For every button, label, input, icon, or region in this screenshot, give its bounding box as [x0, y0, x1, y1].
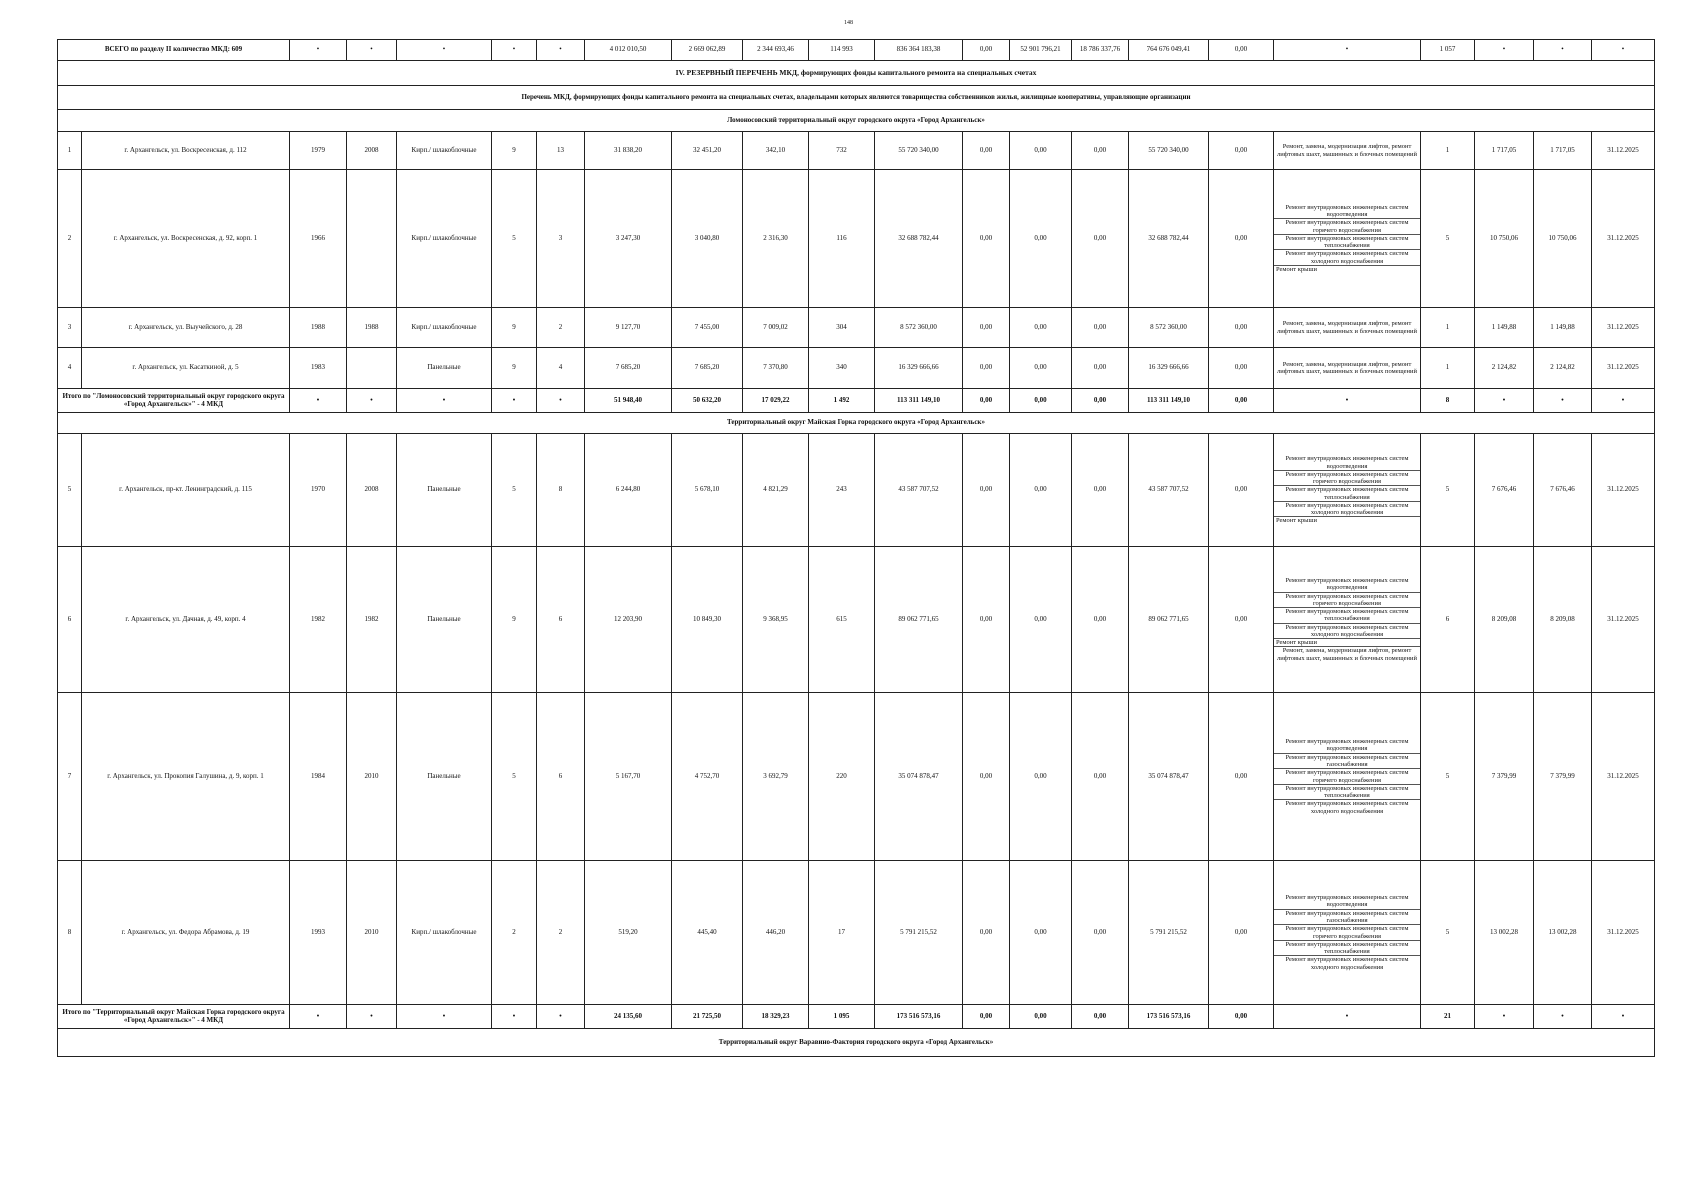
fund-other-cell: 0,00	[1209, 434, 1274, 547]
unit-cost-cell: 7 676,46	[1475, 434, 1534, 547]
floors-cell: 9	[492, 308, 537, 348]
floors-cell: 5	[492, 170, 537, 308]
wall-material-cell: Кирп./ шлакоблочные	[397, 132, 492, 170]
total-area-cell: 9 127,70	[585, 308, 672, 348]
total-cell: •	[537, 389, 585, 413]
fund-regional-cell: 0,00	[1010, 547, 1072, 693]
work-item: Ремонт крыши	[1276, 517, 1317, 525]
residents-cell: 220	[809, 693, 875, 861]
work-item: Ремонт внутридомовых инженерных систем водоотведения	[1274, 577, 1420, 593]
repair-cost-cell: 89 062 771,65	[875, 547, 963, 693]
repair-cost-cell: 8 572 360,00	[875, 308, 963, 348]
fund-other-cell: 0,00	[1209, 861, 1274, 1005]
address-cell: г. Архангельск, пр-кт. Ленинградский, д. 115	[82, 434, 290, 547]
work-item: Ремонт внутридомовых инженерных систем водоотведения	[1274, 894, 1420, 910]
residential-area-cell: 4 821,29	[743, 434, 809, 547]
works-list	[1274, 738, 1420, 815]
unit-cost-cell: 7 379,99	[1475, 693, 1534, 861]
section-title: IV. РЕЗЕРВНЫЙ ПЕРЕЧЕНЬ МКД, формирующих фонды капитального ремонта на специальных счетах	[58, 61, 1655, 86]
living-area-cell: 445,40	[672, 861, 743, 1005]
fund-owners-cell: 32 688 782,44	[1129, 170, 1209, 308]
works-cell	[1274, 132, 1421, 170]
row-number-cell: 6	[58, 547, 82, 693]
fund-federal-cell: 0,00	[963, 348, 1010, 389]
total-cell: •	[1475, 389, 1534, 413]
total-cell: •	[1475, 1005, 1534, 1029]
work-count-cell: 5	[1421, 170, 1475, 308]
total-cell: 0,00	[1010, 389, 1072, 413]
address-cell: г. Архангельск, ул. Воскресенская, д. 92, корп. 1	[82, 170, 290, 308]
fund-regional-cell: 0,00	[1010, 861, 1072, 1005]
works-list	[1274, 204, 1420, 273]
address-cell: г. Архангельск, ул. Дачная, д. 49, корп. 4	[82, 547, 290, 693]
fund-owners-cell: 16 329 666,66	[1129, 348, 1209, 389]
fund-federal-cell: 0,00	[963, 170, 1010, 308]
district-total-row	[58, 1005, 1655, 1029]
work-item: Ремонт внутридомовых инженерных систем водоотведения	[1274, 455, 1420, 471]
work-item: Ремонт внутридомовых инженерных систем холодного водоснабжения	[1274, 624, 1420, 640]
residents-cell: 17	[809, 861, 875, 1005]
entrances-cell: 13	[537, 132, 585, 170]
residential-area-cell: 446,20	[743, 861, 809, 1005]
work-item: Ремонт внутридомовых инженерных систем холодного водоснабжения	[1274, 502, 1420, 518]
max-unit-cost-cell: 1 149,88	[1534, 308, 1592, 348]
fund-owners-cell: 89 062 771,65	[1129, 547, 1209, 693]
district-total-row	[58, 389, 1655, 413]
max-unit-cost-cell: 10 750,06	[1534, 170, 1592, 308]
entrances-cell: 4	[537, 348, 585, 389]
year-built-cell: 1983	[290, 348, 347, 389]
district-title: Ломоносовский территориальный округ городского округа «Город Архангельск»	[58, 110, 1655, 132]
repair-cost-cell: 43 587 707,52	[875, 434, 963, 547]
deadline-cell: 31.12.2025	[1592, 434, 1655, 547]
year-reconstruction-cell	[347, 170, 397, 308]
work-item: Ремонт внутридомовых инженерных систем теплоснабжения	[1274, 608, 1420, 624]
fund-federal-cell: 0,00	[963, 693, 1010, 861]
fund-regional-cell: 0,00	[1010, 170, 1072, 308]
work-item: Ремонт внутридомовых инженерных систем горячего водоснабжения	[1274, 925, 1420, 941]
deadline-cell: 31.12.2025	[1592, 693, 1655, 861]
year-reconstruction-cell: 2008	[347, 434, 397, 547]
residents-cell: 340	[809, 348, 875, 389]
deadline-cell: 31.12.2025	[1592, 308, 1655, 348]
wall-material-cell: Панельные	[397, 693, 492, 861]
total-cell: 1 095	[809, 1005, 875, 1029]
residential-area-cell: 7 370,80	[743, 348, 809, 389]
year-reconstruction-cell: 2010	[347, 861, 397, 1005]
work-count-cell: 5	[1421, 434, 1475, 547]
year-reconstruction-cell: 2010	[347, 693, 397, 861]
living-area-cell: 10 849,30	[672, 547, 743, 693]
total-cell: 1 492	[809, 389, 875, 413]
unit-cost-cell: 13 002,28	[1475, 861, 1534, 1005]
residential-area-cell: 3 692,79	[743, 693, 809, 861]
fund-regional-cell: 0,00	[1010, 308, 1072, 348]
floors-cell: 5	[492, 434, 537, 547]
fund-regional-cell: 0,00	[1010, 693, 1072, 861]
total-cell: 17 029,22	[743, 389, 809, 413]
total-cell: 0,00	[1010, 1005, 1072, 1029]
entrances-cell: 2	[537, 861, 585, 1005]
deadline-cell: 31.12.2025	[1592, 132, 1655, 170]
fund-other-cell: 0,00	[1209, 693, 1274, 861]
row-number-cell: 4	[58, 348, 82, 389]
fund-local-cell: 0,00	[1072, 861, 1129, 1005]
max-unit-cost-cell: 2 124,82	[1534, 348, 1592, 389]
repair-cost-cell: 5 791 215,52	[875, 861, 963, 1005]
wall-material-cell: Кирп./ шлакоблочные	[397, 170, 492, 308]
total-cell: 8	[1421, 389, 1475, 413]
repair-cost-cell: 55 720 340,00	[875, 132, 963, 170]
address-cell: г. Архангельск, ул. Воскресенская, д. 112	[82, 132, 290, 170]
work-count-cell: 5	[1421, 861, 1475, 1005]
max-unit-cost-cell: 8 209,08	[1534, 547, 1592, 693]
year-built-cell: 1984	[290, 693, 347, 861]
works-list	[1274, 894, 1420, 971]
total-cell: 51 948,40	[585, 389, 672, 413]
total-area-cell: 12 203,90	[585, 547, 672, 693]
row-number-cell: 2	[58, 170, 82, 308]
residential-area-cell: 342,10	[743, 132, 809, 170]
repair-cost-cell: 35 074 878,47	[875, 693, 963, 861]
work-item: Ремонт внутридомовых инженерных систем горячего водоснабжения	[1274, 471, 1420, 487]
table-row	[58, 132, 1655, 170]
total-cell: •	[347, 1005, 397, 1029]
works-list	[1274, 361, 1420, 376]
work-item: Ремонт, замена, модернизация лифтов, ремонт лифтовых шахт, машинных и блочных помещений	[1277, 143, 1417, 158]
total-cell: 0,00	[963, 1005, 1010, 1029]
housing-register-table	[57, 39, 1655, 1057]
address-cell: г. Архангельск, ул. Федора Абрамова, д. 19	[82, 861, 290, 1005]
residents-cell: 615	[809, 547, 875, 693]
unit-cost-cell: 1 149,88	[1475, 308, 1534, 348]
row-number-cell: 1	[58, 132, 82, 170]
floors-cell: 5	[492, 693, 537, 861]
year-built-cell: 1982	[290, 547, 347, 693]
work-item: Ремонт внутридомовых инженерных систем холодного водоснабжения	[1285, 800, 1409, 815]
total-cell: 21 725,50	[672, 1005, 743, 1029]
work-item: Ремонт внутридомовых инженерных систем холодного водоснабжения	[1274, 250, 1420, 266]
work-item: Ремонт, замена, модернизация лифтов, ремонт лифтовых шахт, машинных и блочных помещений	[1277, 647, 1417, 662]
district-total-label: Итого по "Ломоносовский территориальный округ городского округа «Город Архангельск»" - 4 МКД	[58, 389, 290, 413]
fund-local-cell: 0,00	[1072, 434, 1129, 547]
total-cell: 113 311 149,10	[875, 389, 963, 413]
fund-local-cell: 0,00	[1072, 170, 1129, 308]
year-built-cell: 1970	[290, 434, 347, 547]
district-1-rows	[58, 132, 1655, 389]
works-list	[1274, 455, 1420, 524]
fund-federal-cell: 0,00	[963, 861, 1010, 1005]
living-area-cell: 5 678,10	[672, 434, 743, 547]
works-list	[1274, 320, 1420, 335]
fund-federal-cell: 0,00	[963, 132, 1010, 170]
work-count-cell: 5	[1421, 693, 1475, 861]
year-reconstruction-cell	[347, 348, 397, 389]
wall-material-cell: Кирп./ шлакоблочные	[397, 308, 492, 348]
entrances-cell: 8	[537, 434, 585, 547]
total-cell: •	[492, 389, 537, 413]
unit-cost-cell: 2 124,82	[1475, 348, 1534, 389]
total-cell: 18 329,23	[743, 1005, 809, 1029]
address-cell: г. Архангельск, ул. Прокопия Галушина, д. 9, корп. 1	[82, 693, 290, 861]
living-area-cell: 7 455,00	[672, 308, 743, 348]
fund-owners-cell: 35 074 878,47	[1129, 693, 1209, 861]
fund-owners-cell: 55 720 340,00	[1129, 132, 1209, 170]
total-label: ВСЕГО по разделу II количество МКД: 609	[58, 40, 290, 61]
unit-cost-cell: 1 717,05	[1475, 132, 1534, 170]
year-built-cell: 1966	[290, 170, 347, 308]
total-cell: •	[1274, 1005, 1421, 1029]
work-item: Ремонт внутридомовых инженерных систем водоотведения	[1274, 738, 1420, 754]
total-cell: 0,00	[1209, 1005, 1274, 1029]
total-area-cell: 31 838,20	[585, 132, 672, 170]
page-number: 148	[844, 20, 853, 26]
work-count-cell: 1	[1421, 308, 1475, 348]
residents-cell: 116	[809, 170, 875, 308]
works-cell	[1274, 308, 1421, 348]
repair-cost-cell: 16 329 666,66	[875, 348, 963, 389]
total-cell: •	[1592, 1005, 1655, 1029]
work-item: Ремонт внутридомовых инженерных систем горячего водоснабжения	[1274, 593, 1420, 609]
works-cell	[1274, 861, 1421, 1005]
works-cell	[1274, 348, 1421, 389]
work-item: Ремонт внутридомовых инженерных систем газоснабжения	[1274, 754, 1420, 770]
total-cell: •	[1534, 389, 1592, 413]
total-area-cell: 7 685,20	[585, 348, 672, 389]
table-row	[58, 170, 1655, 308]
table-row	[58, 434, 1655, 547]
table-row	[58, 348, 1655, 389]
fund-other-cell: 0,00	[1209, 308, 1274, 348]
work-item: Ремонт внутридомовых инженерных систем холодного водоснабжения	[1285, 956, 1409, 971]
residents-cell: 243	[809, 434, 875, 547]
wall-material-cell: Панельные	[397, 348, 492, 389]
deadline-cell: 31.12.2025	[1592, 170, 1655, 308]
living-area-cell: 4 752,70	[672, 693, 743, 861]
works-cell	[1274, 693, 1421, 861]
living-area-cell: 32 451,20	[672, 132, 743, 170]
residents-cell: 732	[809, 132, 875, 170]
entrances-cell: 6	[537, 693, 585, 861]
fund-local-cell: 0,00	[1072, 547, 1129, 693]
total-cell: •	[1592, 389, 1655, 413]
year-built-cell: 1993	[290, 861, 347, 1005]
work-item: Ремонт внутридомовых инженерных систем горячего водоснабжения	[1274, 219, 1420, 235]
district-2-total	[58, 1005, 1655, 1029]
fund-other-cell: 0,00	[1209, 348, 1274, 389]
year-reconstruction-cell: 1988	[347, 308, 397, 348]
fund-local-cell: 0,00	[1072, 132, 1129, 170]
total-cell: •	[397, 389, 492, 413]
work-item: Ремонт внутридомовых инженерных систем водоотведения	[1274, 204, 1420, 220]
address-cell: г. Архангельск, ул. Выучейского, д. 28	[82, 308, 290, 348]
works-cell	[1274, 547, 1421, 693]
row-number-cell: 7	[58, 693, 82, 861]
total-area-cell: 6 244,80	[585, 434, 672, 547]
work-item: Ремонт внутридомовых инженерных систем газоснабжения	[1274, 910, 1420, 926]
floors-cell: 9	[492, 348, 537, 389]
fund-other-cell: 0,00	[1209, 547, 1274, 693]
works-cell	[1274, 170, 1421, 308]
entrances-cell: 3	[537, 170, 585, 308]
fund-owners-cell: 43 587 707,52	[1129, 434, 1209, 547]
district-1-total	[58, 389, 1655, 413]
work-item: Ремонт внутридомовых инженерных систем теплоснабжения	[1274, 486, 1420, 502]
wall-material-cell: Панельные	[397, 434, 492, 547]
table-row	[58, 693, 1655, 861]
row-number-cell: 3	[58, 308, 82, 348]
work-item: Ремонт крыши	[1274, 639, 1420, 647]
fund-other-cell: 0,00	[1209, 170, 1274, 308]
fund-other-cell: 0,00	[1209, 132, 1274, 170]
fund-local-cell: 0,00	[1072, 348, 1129, 389]
living-area-cell: 7 685,20	[672, 348, 743, 389]
work-item: Ремонт внутридомовых инженерных систем горячего водоснабжения	[1274, 769, 1420, 785]
total-cell: 173 516 573,16	[1129, 1005, 1209, 1029]
work-item: Ремонт внутридомовых инженерных систем теплоснабжения	[1274, 235, 1420, 251]
residential-area-cell: 9 368,95	[743, 547, 809, 693]
fund-federal-cell: 0,00	[963, 547, 1010, 693]
max-unit-cost-cell: 7 379,99	[1534, 693, 1592, 861]
work-item: Ремонт крыши	[1276, 265, 1317, 273]
total-area-cell: 3 247,30	[585, 170, 672, 308]
district-2-rows	[58, 434, 1655, 1005]
year-reconstruction-cell: 2008	[347, 132, 397, 170]
district-title: Территориальный округ Варавино-Фактория городского округа «Город Архангельск»	[58, 1029, 1655, 1057]
max-unit-cost-cell: 1 717,05	[1534, 132, 1592, 170]
total-cell: •	[492, 1005, 537, 1029]
year-built-cell: 1979	[290, 132, 347, 170]
works-list	[1274, 577, 1420, 662]
total-area-cell: 519,20	[585, 861, 672, 1005]
unit-cost-cell: 8 209,08	[1475, 547, 1534, 693]
district-total-label: Итого по "Территориальный округ Майская Горка городского округа «Город Архангельск»" - 4 МКД	[58, 1005, 290, 1029]
total-cell: •	[1274, 389, 1421, 413]
subsection-title: Перечень МКД, формирующих фонды капитального ремонта на специальных счетах, владельцами которых являются товарищества собственников жилья, жилищные кооперативы, управляющие организации	[58, 86, 1655, 110]
total-cell: •	[537, 1005, 585, 1029]
residential-area-cell: 2 316,30	[743, 170, 809, 308]
max-unit-cost-cell: 7 676,46	[1534, 434, 1592, 547]
total-cell: 173 516 573,16	[875, 1005, 963, 1029]
table-row	[58, 308, 1655, 348]
row-number-cell: 8	[58, 861, 82, 1005]
total-cell: •	[1534, 1005, 1592, 1029]
total-cell: •	[347, 389, 397, 413]
wall-material-cell: Кирп./ шлакоблочные	[397, 861, 492, 1005]
table-row	[58, 547, 1655, 693]
section-total-row: ВСЕГО по разделу II количество МКД: 609 • • • • • 4 012 010,50 2 669 062,89 2 344 693,46 114 993 836 364 183,38 0,00 52 901 796,21 18 786 337,76 764 676 049,41 0,00 • 1 057 • • •	[58, 40, 1655, 61]
fund-regional-cell: 0,00	[1010, 132, 1072, 170]
living-area-cell: 3 040,80	[672, 170, 743, 308]
total-cell: 0,00	[963, 389, 1010, 413]
district-title: Территориальный округ Майская Горка городского округа «Город Архангельск»	[58, 413, 1655, 434]
fund-regional-cell: 0,00	[1010, 434, 1072, 547]
repair-cost-cell: 32 688 782,44	[875, 170, 963, 308]
max-unit-cost-cell: 13 002,28	[1534, 861, 1592, 1005]
work-item: Ремонт внутридомовых инженерных систем теплоснабжения	[1274, 785, 1420, 801]
deadline-cell: 31.12.2025	[1592, 348, 1655, 389]
fund-local-cell: 0,00	[1072, 308, 1129, 348]
year-reconstruction-cell: 1982	[347, 547, 397, 693]
deadline-cell: 31.12.2025	[1592, 547, 1655, 693]
total-cell: •	[397, 1005, 492, 1029]
floors-cell: 9	[492, 132, 537, 170]
year-built-cell: 1988	[290, 308, 347, 348]
total-cell: 113 311 149,10	[1129, 389, 1209, 413]
total-cell: 0,00	[1072, 389, 1129, 413]
floors-cell: 2	[492, 861, 537, 1005]
fund-local-cell: 0,00	[1072, 693, 1129, 861]
works-list	[1274, 143, 1420, 158]
works-cell	[1274, 434, 1421, 547]
total-cell: 21	[1421, 1005, 1475, 1029]
total-cell: 0,00	[1072, 1005, 1129, 1029]
work-count-cell: 6	[1421, 547, 1475, 693]
total-area-cell: 5 167,70	[585, 693, 672, 861]
unit-cost-cell: 10 750,06	[1475, 170, 1534, 308]
fund-federal-cell: 0,00	[963, 308, 1010, 348]
work-count-cell: 1	[1421, 348, 1475, 389]
table-row	[58, 861, 1655, 1005]
total-cell: 0,00	[1209, 389, 1274, 413]
work-item: Ремонт, замена, модернизация лифтов, ремонт лифтовых шахт, машинных и блочных помещений	[1277, 360, 1417, 375]
total-cell: •	[290, 1005, 347, 1029]
work-item: Ремонт, замена, модернизация лифтов, ремонт лифтовых шахт, машинных и блочных помещений	[1277, 320, 1417, 335]
residents-cell: 304	[809, 308, 875, 348]
work-item: Ремонт внутридомовых инженерных систем теплоснабжения	[1274, 941, 1420, 957]
fund-owners-cell: 8 572 360,00	[1129, 308, 1209, 348]
fund-federal-cell: 0,00	[963, 434, 1010, 547]
fund-owners-cell: 5 791 215,52	[1129, 861, 1209, 1005]
residential-area-cell: 7 009,02	[743, 308, 809, 348]
entrances-cell: 6	[537, 547, 585, 693]
total-cell: 50 632,20	[672, 389, 743, 413]
entrances-cell: 2	[537, 308, 585, 348]
floors-cell: 9	[492, 547, 537, 693]
total-cell: •	[290, 389, 347, 413]
row-number-cell: 5	[58, 434, 82, 547]
address-cell: г. Архангельск, ул. Касаткиной, д. 5	[82, 348, 290, 389]
fund-regional-cell: 0,00	[1010, 348, 1072, 389]
work-count-cell: 1	[1421, 132, 1475, 170]
total-cell: 24 135,60	[585, 1005, 672, 1029]
wall-material-cell: Панельные	[397, 547, 492, 693]
deadline-cell: 31.12.2025	[1592, 861, 1655, 1005]
